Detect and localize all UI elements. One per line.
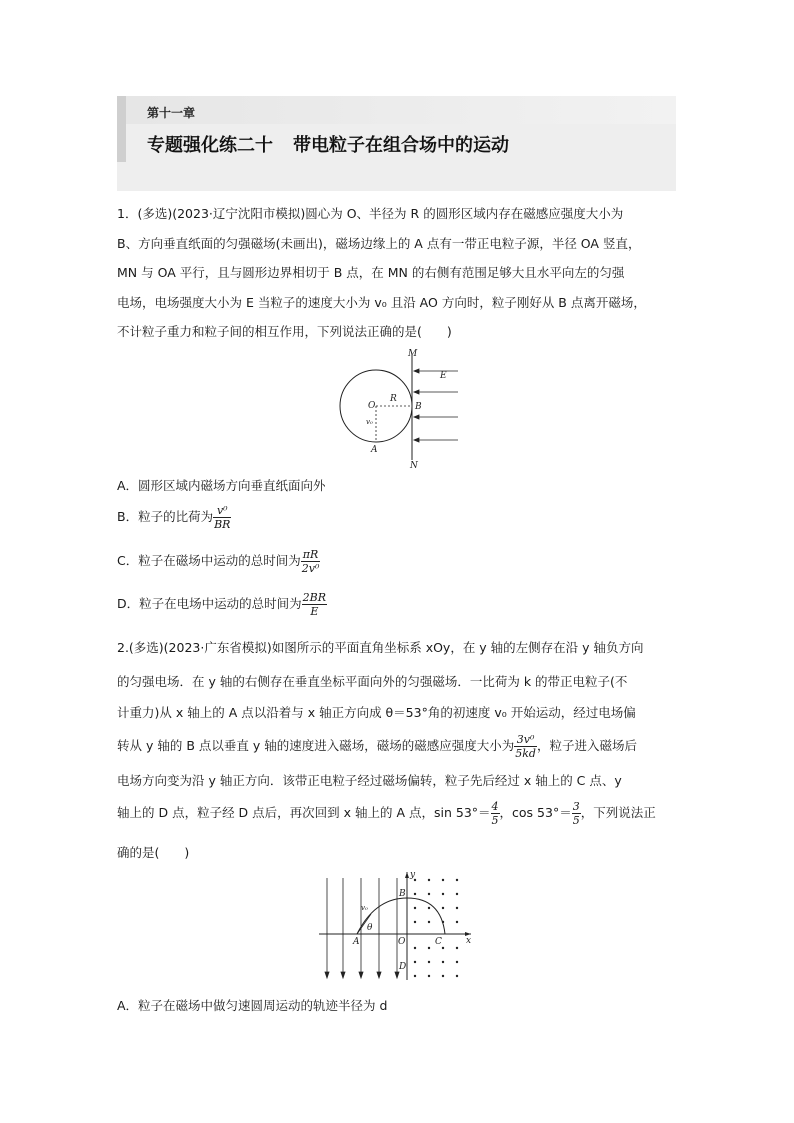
label-C: C	[435, 937, 442, 947]
electric-field-lines-down	[325, 878, 399, 978]
fraction-denominator: 5	[572, 814, 580, 827]
label-B: B	[399, 889, 406, 899]
label-R: R	[390, 394, 397, 404]
q1-option-c-text: C．粒子在磁场中运动的总时间为	[117, 553, 301, 568]
label-B: B	[415, 402, 422, 412]
label-v0: v₀	[361, 904, 368, 912]
fraction-numerator: 4	[491, 800, 499, 813]
sin-fraction	[491, 800, 500, 827]
q1-option-d-text: D．粒子在电场中运动的总时间为	[117, 596, 302, 611]
q1-option-c	[117, 548, 320, 575]
fraction-numerator: 3	[572, 800, 580, 813]
q2-option-a: A．粒子在磁场中做匀速圆周运动的轨迹半径为 d	[117, 998, 388, 1013]
header-top-band	[126, 96, 676, 124]
label-theta: θ	[367, 923, 373, 933]
label-A: A	[353, 937, 360, 947]
q1-line-5: 不计粒子重力和粒子间的相互作用，下列说法正确的是( )	[117, 324, 452, 339]
q1-line-1: 1．(多选)(2023·辽宁沈阳市模拟)圆心为 O、半径为 R 的圆形区域内存在磁感应强度大小为	[117, 206, 624, 221]
q2-line-6	[117, 800, 677, 827]
q2-line-4-fraction	[514, 733, 537, 760]
q1-option-c-fraction	[301, 548, 321, 575]
q2-line-6-text-c: ，下列说法正	[580, 805, 656, 820]
label-D: D	[399, 962, 407, 972]
fraction-numerator: 3v⁰	[514, 733, 537, 747]
q1-option-b-fraction	[213, 504, 231, 531]
magnetic-field-dots	[414, 879, 458, 977]
label-y: y	[410, 870, 416, 880]
q2-line-5: 电场方向变为沿 y 轴正方向．该带正电粒子经过磁场偏转，粒子先后经过 x 轴上的 C 点、y	[117, 773, 622, 788]
label-N: N	[410, 461, 418, 470]
label-x: x	[466, 936, 472, 946]
q2-line-3: 计重力)从 x 轴上的 A 点以沿着与 x 轴正方向成 θ＝53°角的初速度 v₀ 开始运动，经过电场偏	[117, 705, 636, 720]
fraction-numerator: v⁰	[213, 504, 231, 518]
fraction-denominator: 5	[491, 814, 499, 827]
q2-figure	[315, 868, 475, 984]
q2-line-6-text-b: ，cos 53°＝	[499, 805, 572, 820]
page-title	[147, 131, 509, 157]
label-O: O	[368, 401, 376, 411]
label-M: M	[408, 349, 418, 359]
label-O: O	[398, 937, 406, 947]
q2-line-1: 2.(多选)(2023·广东省模拟)如图所示的平面直角坐标系 xOy，在 y 轴的左侧存在沿 y 轴负方向	[117, 640, 644, 655]
q2-line-4	[117, 733, 677, 760]
fraction-numerator: 2BR	[302, 591, 327, 604]
chapter-header	[117, 96, 676, 191]
label-A: A	[371, 445, 378, 455]
title-part-a: 专题强化练二十	[147, 135, 273, 156]
q2-line-4-text-a: 转从 y 轴的 B 点以垂直 y 轴的速度进入磁场，磁场的磁感应强度大小为	[117, 738, 515, 753]
title-part-b: 带电粒子在组合场中的运动	[293, 135, 509, 156]
fraction-denominator: BR	[214, 518, 231, 531]
q1-option-d-fraction	[302, 591, 327, 618]
header-accent-bar	[117, 96, 126, 162]
cos-fraction	[572, 800, 581, 827]
q2-line-2: 的匀强电场．在 y 轴的右侧存在垂直坐标平面向外的匀强磁场．一比荷为 k 的带正电粒子(不	[117, 674, 628, 689]
q1-line-2: B、方向垂直纸面的匀强磁场(未画出)，磁场边缘上的 A 点有一带正电粒子源，半径 OA 竖直，	[117, 236, 641, 251]
q2-line-7: 确的是( )	[117, 845, 190, 860]
q1-line-4: 电场，电场强度大小为 E 当粒子的速度大小为 v₀ 且沿 AO 方向时，粒子刚好从 B 点离开磁场，	[117, 295, 646, 310]
label-v0: v₀	[366, 418, 373, 426]
q2-line-6-text-a: 轴上的 D 点，粒子经 D 点后，再次回到 x 轴上的 A 点，sin 53°＝	[117, 805, 491, 820]
q1-option-b	[117, 504, 231, 531]
fraction-numerator: πR	[301, 548, 321, 562]
q1-option-d	[117, 591, 327, 618]
fraction-denominator: E	[310, 605, 319, 618]
q1-option-a: A．圆形区域内磁场方向垂直纸面向外	[117, 478, 326, 493]
chapter-label: 第十一章	[147, 106, 196, 120]
q1-figure	[330, 344, 460, 470]
q1-option-b-text: B．粒子的比荷为	[117, 509, 214, 524]
label-E: E	[440, 371, 447, 381]
fraction-denominator: 5kd	[515, 747, 536, 760]
q1-line-3: MN 与 OA 平行，且与圆形边界相切于 B 点，在 MN 的右侧有范围足够大且水平向左的匀强	[117, 265, 625, 280]
q2-line-4-text-b: ，粒子进入磁场后	[536, 738, 637, 753]
fraction-denominator: 2v⁰	[301, 562, 320, 575]
